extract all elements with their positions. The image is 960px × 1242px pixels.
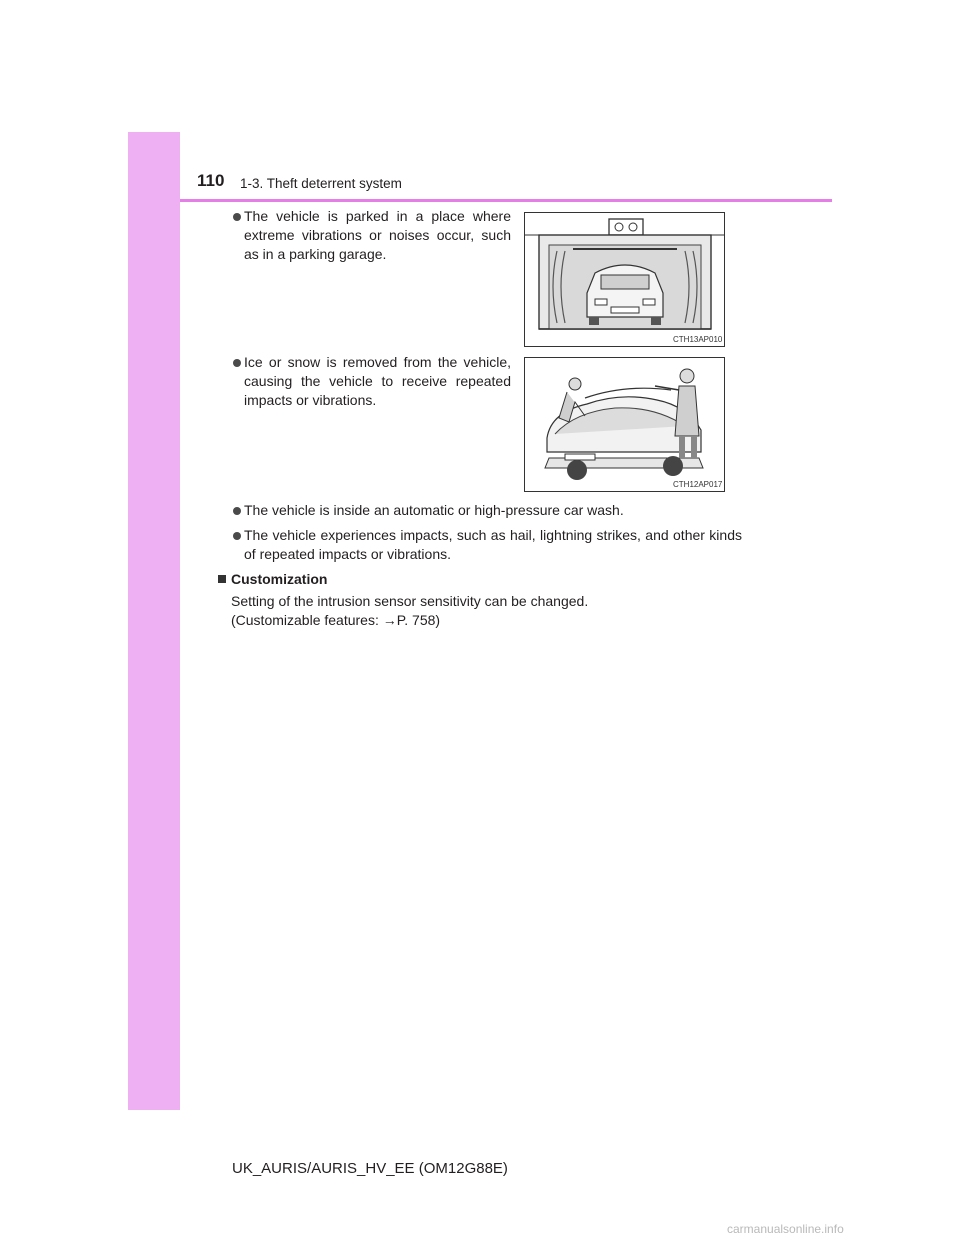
bullet-dot <box>233 359 241 367</box>
snow-removal-icon <box>525 358 724 491</box>
chapter-sidebar-tab <box>128 132 180 1110</box>
bullet-dot <box>233 507 241 515</box>
bullet-text: The vehicle experiences impacts, such as hail, lightning strikes, and other kinds of repeated impacts or vibrations. <box>244 527 742 562</box>
section-title: 1-3. Theft deterrent system <box>240 176 402 191</box>
watermark: carmanualsonline.info <box>727 1222 844 1236</box>
header-divider <box>180 199 832 202</box>
bullet-text: The vehicle is inside an automatic or high-pressure car wash. <box>244 502 624 518</box>
figure-code: CTH13AP010 <box>673 335 723 344</box>
customization-text: Setting of the intrusion sensor sensitivity can be changed. <box>231 593 589 609</box>
bullet-dot <box>233 532 241 540</box>
snow-removal-illustration <box>524 357 725 492</box>
bullet-text: Ice or snow is removed from the vehicle, causing the vehicle to receive repeated impacts or vibrations. <box>244 354 511 408</box>
customization-heading: Customization <box>231 571 328 587</box>
figure-code: CTH12AP017 <box>673 480 723 489</box>
customization-link[interactable]: (Customizable features: →P. 758) <box>231 612 441 628</box>
document-id: UK_AURIS/AURIS_HV_EE (OM12G88E) <box>232 1160 508 1177</box>
bullet-text: The vehicle is parked in a place where extreme vibrations or noises occur, such as in a parking garage. <box>244 208 511 262</box>
bullet-dot <box>233 213 241 221</box>
section-marker-icon <box>218 575 226 583</box>
page-number: 110 <box>197 171 225 190</box>
parking-garage-illustration <box>524 212 725 347</box>
parking-garage-icon <box>525 213 724 346</box>
